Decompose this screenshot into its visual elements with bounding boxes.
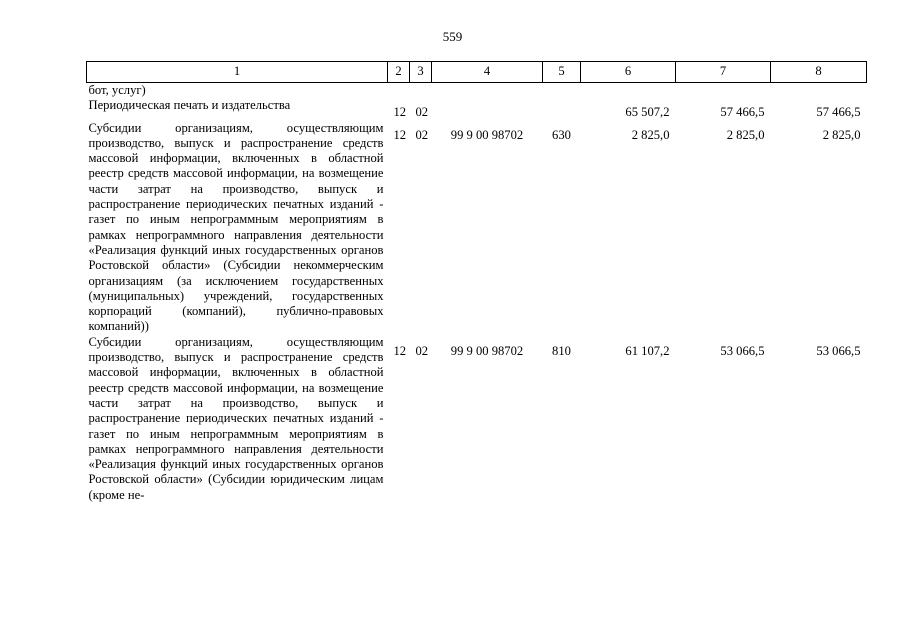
row-csr: 99 9 00 98702: [450, 127, 524, 142]
row-value-2021: 2 825,0: [631, 127, 670, 142]
row-value-2021: [581, 83, 676, 99]
column-header-7: 7: [676, 62, 771, 83]
column-header-3: 3: [410, 62, 432, 83]
column-header-2: 2: [388, 62, 410, 83]
row-vr: 630: [552, 127, 571, 142]
column-header-1: 1: [87, 62, 388, 83]
row-vr: 810: [552, 343, 571, 358]
row-vr: [543, 98, 581, 120]
row-pr: 02: [415, 127, 429, 142]
table-header-row: [87, 62, 867, 83]
row-value-2021: 61 107,2: [625, 343, 670, 358]
row-name: Периодическая печать и издательства: [88, 98, 291, 113]
row-value-2023: 57 466,5: [816, 105, 861, 120]
row-value-2023: [771, 83, 867, 99]
column-header-8: 8: [771, 62, 867, 83]
row-csr: 99 9 00 98702: [450, 343, 524, 358]
row-csr: [432, 98, 543, 120]
table-row: [87, 121, 867, 335]
row-rz: 12: [393, 343, 407, 358]
row-name: бот, услуг): [88, 83, 146, 97]
column-header-5: 5: [543, 62, 581, 83]
row-value-2022: 53 066,5: [720, 343, 765, 358]
row-value-2023: 53 066,5: [816, 343, 861, 358]
page-number: 559: [442, 29, 463, 44]
row-rz: 12: [393, 105, 407, 120]
column-header-6: 6: [581, 62, 676, 83]
row-rz: 12: [393, 127, 407, 142]
table-row: [87, 98, 867, 120]
row-name: Субсидии организациям, осуществляющим производство, выпуск и распространение средств массовой информации, включенных в областной реестр средств массовой информации, на возмещение части затрат на производство, выпуск и распространение периодических печатных изданий - газет по иным непрограммным мероприятиям в рамках непрограммного направления деятельности «Реализация функций иных государственных органов Ростовской области» (Субсидии юридическим лицам (кроме не-: [88, 334, 384, 502]
row-csr: [432, 83, 543, 99]
row-name: Субсидии организациям, осуществляющим производство, выпуск и распространение средств массовой информации, включенных в областной реестр средств массовой информации, на возмещение части затрат на производство, выпуск и распространение периодических печатных изданий - газет по иным непрограммным мероприятиям в рамках непрограммного направления деятельности «Реализация функций иных государственных органов Ростовской области» (Субсидии некоммерческим организациям (за исключением государственных (муниципальных) учреждений, государственных корпораций (компаний), публично-правовых компаний)): [88, 120, 384, 334]
row-value-2023: 2 825,0: [822, 127, 861, 142]
row-value-2022: 57 466,5: [720, 105, 765, 120]
row-vr: [543, 83, 581, 99]
row-pr: 02: [415, 105, 429, 120]
table-row: [87, 335, 867, 503]
row-pr: 02: [415, 343, 429, 358]
column-header-4: 4: [432, 62, 543, 83]
row-rz: [388, 83, 410, 99]
row-value-2022: 2 825,0: [726, 127, 765, 142]
table-row: [87, 83, 867, 99]
row-pr: [410, 83, 432, 99]
row-value-2022: [676, 83, 771, 99]
budget-table: [86, 61, 867, 503]
row-value-2021: 65 507,2: [625, 105, 670, 120]
